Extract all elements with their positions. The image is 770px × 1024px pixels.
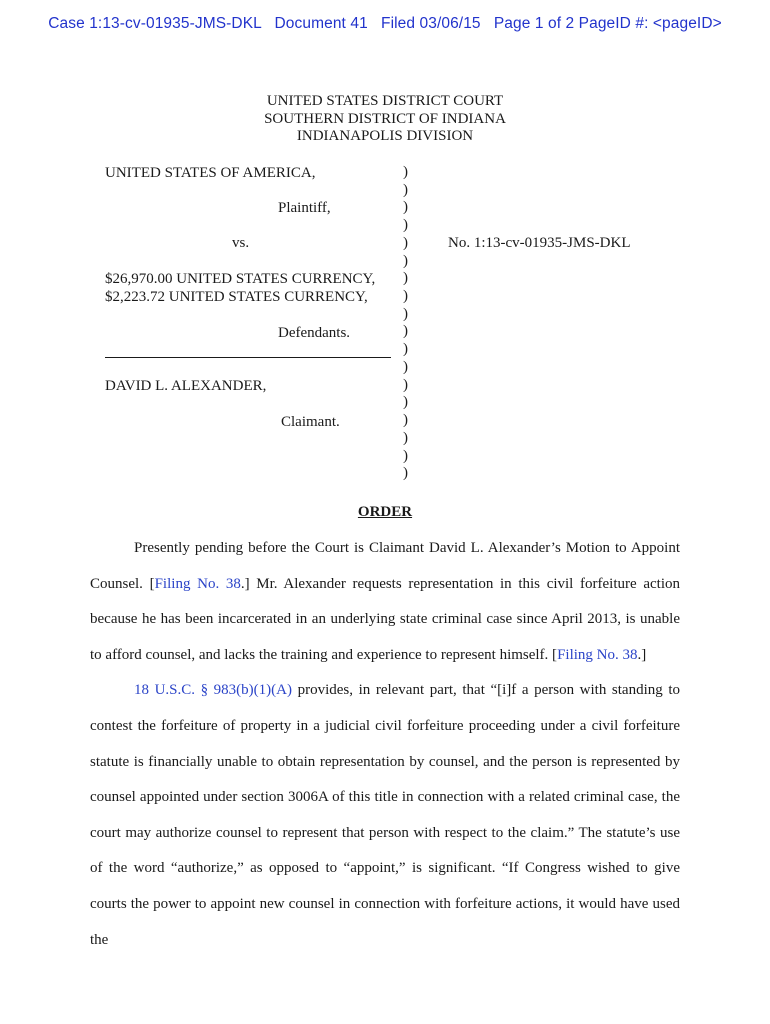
versus-label: vs. (232, 235, 250, 251)
caption-paren: ) (403, 199, 408, 216)
defendant-currency-2: $2,223.72 UNITED STATES CURRENCY, (105, 289, 368, 305)
caption-paren: ) (403, 376, 408, 393)
caption-paren: ) (403, 217, 408, 234)
caption-paren: ) (403, 234, 408, 251)
paragraph-1-text-a: Presently pending before the Court is Claimant David L. Alexander’s Motion to Appoint Counsel. [ (90, 540, 680, 592)
court-district: SOUTHERN DISTRICT OF INDIANA (264, 110, 506, 127)
paragraph-2 (90, 673, 680, 958)
caption-paren: ) (403, 429, 408, 446)
claimant-name: DAVID L. ALEXANDER, (105, 378, 267, 394)
caption-divider (105, 357, 391, 358)
caption-paren: ) (403, 465, 408, 482)
caption-paren: ) (403, 252, 408, 269)
case-header-stamp: Case 1:13-cv-01935-JMS-DKL Document 41 Filed 03/06/15 Page 1 of 2 PageID #: <pageID> (48, 15, 722, 32)
plaintiff-role: Plaintiff, (278, 200, 331, 216)
defendant-role: Defendants. (278, 325, 351, 341)
caption-parenthesis-column (403, 164, 417, 483)
filing-38-link[interactable]: Filing No. 38 (154, 575, 241, 592)
caption-paren: ) (403, 394, 408, 411)
paragraph-1-text-c: .] (637, 646, 647, 663)
paragraph-1 (90, 531, 680, 673)
court-name: UNITED STATES DISTRICT COURT (266, 93, 504, 109)
caption-paren: ) (403, 270, 408, 287)
case-number: No. 1:13-cv-01935-JMS-DKL (448, 235, 631, 251)
paragraph-2-text: provides, in relevant part, that “[i]f a person with standing to contest the forfeiture of property in a judicial civil forfeiture proceeding under a civil forfeiture statute is financially unable to obtain representation by counsel, and the person is represented by counsel appointed under section 3006A of this title in connection with a related criminal case, the court may authorize counsel to represent that person with respect to the claim.” The statute’s use of the word “authorize,” as opposed to “appoint,” is significant. “If Congress wished to give courts the power to appoint new counsel in connection with forfeiture actions, it would have used the (90, 682, 680, 948)
caption-paren: ) (403, 341, 408, 358)
caption-paren: ) (403, 412, 408, 429)
caption-paren: ) (403, 323, 408, 340)
caption-paren: ) (403, 288, 408, 305)
caption-paren: ) (403, 305, 408, 322)
paragraph-1-text-b: .] Mr. Alexander requests representation in this civil forfeiture action because he has been incarcerated in an underlying state criminal case since April 2013, is unable to afford counsel, and lacks the training and experience to represent himself. [ (90, 575, 680, 663)
filing-38-link-2[interactable]: Filing No. 38 (557, 646, 638, 663)
order-body (90, 531, 680, 958)
caption-paren: ) (403, 358, 408, 375)
caption-paren: ) (403, 164, 408, 180)
defendant-currency-1: $26,970.00 UNITED STATES CURRENCY, (105, 271, 376, 287)
plaintiff-name: UNITED STATES OF AMERICA, (105, 165, 316, 181)
court-division: INDIANAPOLIS DIVISION (296, 128, 474, 144)
claimant-role: Claimant. (281, 414, 340, 430)
statute-citation-link[interactable]: 18 U.S.C. § 983(b)(1)(A) (134, 682, 292, 699)
case-caption (0, 0, 770, 500)
caption-paren: ) (403, 181, 408, 198)
caption-paren: ) (403, 447, 408, 464)
order-title: ORDER (357, 504, 413, 520)
